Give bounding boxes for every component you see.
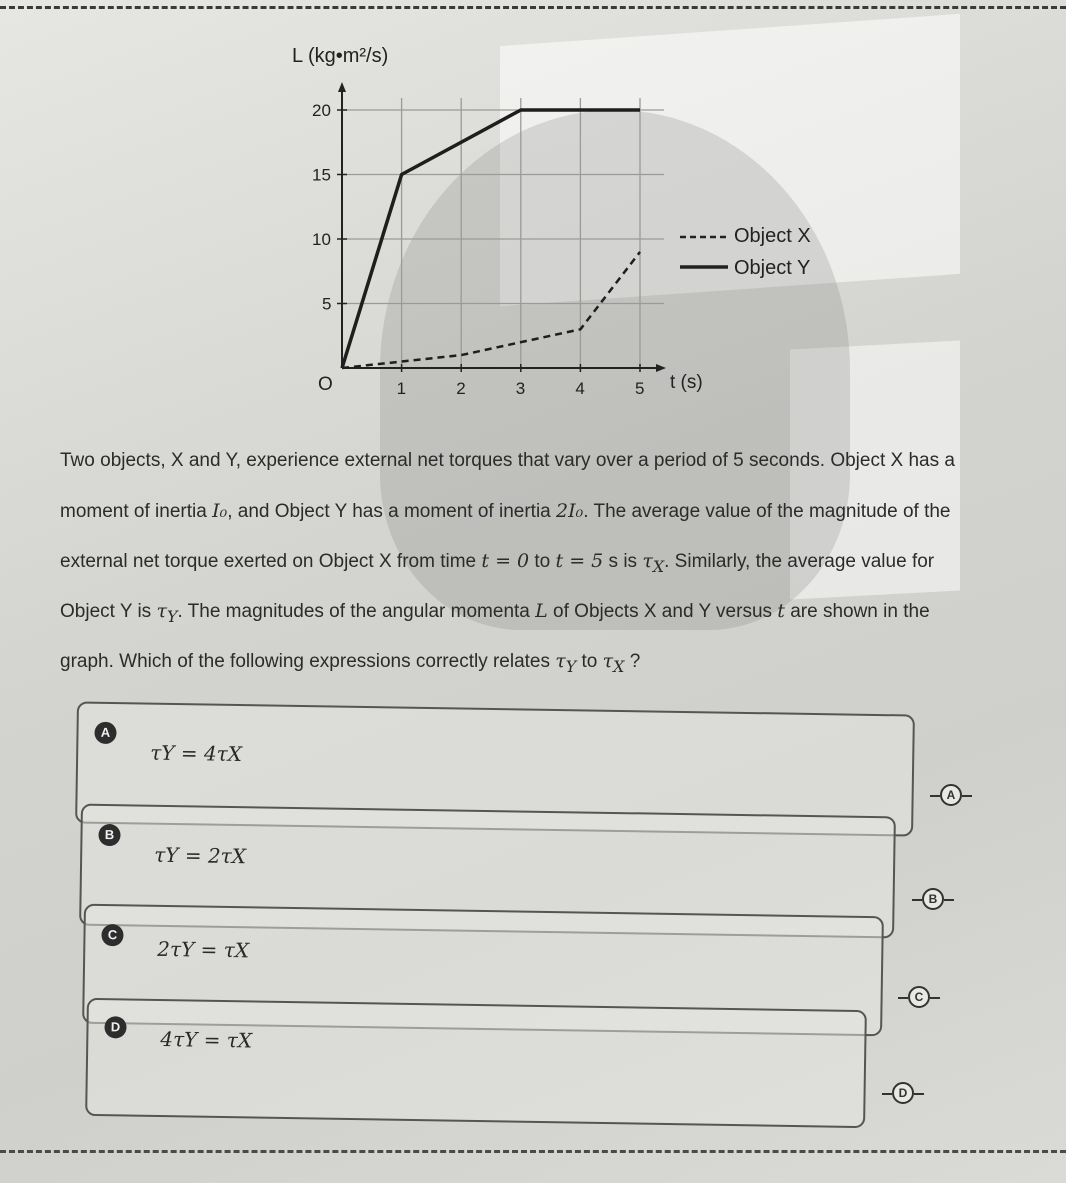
math-expression: τ — [555, 650, 566, 672]
math-subscript: Y — [565, 656, 577, 676]
math-expression: L — [535, 600, 548, 622]
x-axis-arrow — [656, 364, 666, 372]
option-letter-badge: A — [94, 722, 116, 744]
question-text-segment: of Objects X and Y versus — [547, 601, 778, 622]
choice-bubble-a[interactable]: A — [940, 784, 962, 806]
question-text-segment: , and Object Y has a moment of inertia — [227, 501, 557, 522]
choice-bubble-b[interactable]: B — [922, 888, 944, 910]
option-expression: τY = 4τX — [150, 740, 243, 767]
angular-momentum-chart — [270, 40, 850, 420]
origin-label: O — [318, 374, 333, 395]
math-expression: 2I₀ — [556, 500, 584, 522]
chart-grid — [342, 98, 664, 368]
math-expression: τ — [156, 600, 167, 622]
x-tick-label: 4 — [575, 379, 585, 398]
option-expression: 2τY = τX — [157, 936, 250, 963]
x-tick-label: 1 — [396, 379, 407, 398]
x-tick-label: 2 — [456, 379, 466, 398]
choice-bubble-d[interactable]: D — [892, 1082, 914, 1104]
series-line-object-x — [342, 252, 640, 368]
y-tick-label: 15 — [312, 165, 331, 185]
question-line — [60, 548, 1040, 598]
math-subscript: X — [613, 656, 625, 676]
option-expression: 4τY = τX — [160, 1027, 253, 1053]
y-axis-label: L (kg•m²/s) — [292, 45, 389, 67]
math-expression: t = 0 — [481, 550, 530, 572]
math-expression: I₀ — [212, 500, 228, 522]
question-text-segment: to — [529, 551, 556, 572]
bottom-divider — [0, 1150, 1066, 1159]
x-axis-label: t (s) — [670, 372, 703, 393]
x-tick-label: 5 — [635, 379, 645, 398]
question-text-segment: ? — [624, 651, 641, 672]
x-tick-label: 3 — [515, 379, 526, 398]
question-text-segment: are shown in the — [784, 601, 930, 622]
chart-legend — [680, 225, 811, 279]
option-letter-badge: C — [101, 924, 123, 946]
question-text-segment: external net torque exerted on Object X from time — [60, 551, 482, 572]
question-line — [60, 498, 1040, 548]
legend-label-object-x: Object X — [734, 225, 811, 247]
y-tick-label: 5 — [322, 294, 332, 314]
option-letter-badge: D — [104, 1016, 126, 1038]
question-text-segment: Object Y is — [60, 601, 157, 622]
question-text-segment: Two objects, X and Y, experience external net torques that vary over a period of 5 seconds. Object X has a — [60, 450, 955, 471]
question-text-segment: moment of inertia — [60, 501, 213, 522]
question-text — [60, 448, 1040, 698]
math-expression: t — [777, 600, 785, 622]
math-expression: τ — [602, 650, 614, 672]
question-text-segment: . The magnitudes of the angular momenta — [177, 601, 536, 622]
question-text-segment: to — [576, 651, 603, 672]
y-tick-label: 20 — [312, 101, 331, 120]
top-divider — [0, 6, 1066, 15]
math-expression: t = 5 — [555, 550, 604, 572]
question-text-segment: . Similarly, the average value for — [664, 551, 935, 572]
answer-option-d[interactable] — [85, 998, 867, 1128]
y-axis-arrow — [338, 82, 346, 92]
question-text-segment: . The average value of the magnitude of the — [583, 501, 951, 522]
math-subscript: X — [652, 556, 665, 576]
choice-bubble-c[interactable]: C — [908, 986, 930, 1008]
question-line — [60, 598, 1040, 648]
question-text-segment: s is — [603, 551, 643, 572]
math-subscript: Y — [166, 606, 178, 626]
option-expression: τY = 2τX — [154, 842, 247, 869]
option-letter-badge: B — [98, 824, 120, 846]
question-text-segment: graph. Which of the following expressions correctly relates — [60, 651, 556, 672]
math-expression: τ — [642, 550, 653, 572]
question-line — [60, 448, 1040, 498]
chart-ticks — [312, 101, 644, 398]
y-tick-label: 10 — [312, 230, 331, 249]
question-line — [60, 648, 1040, 698]
legend-label-object-y: Object Y — [734, 257, 811, 279]
